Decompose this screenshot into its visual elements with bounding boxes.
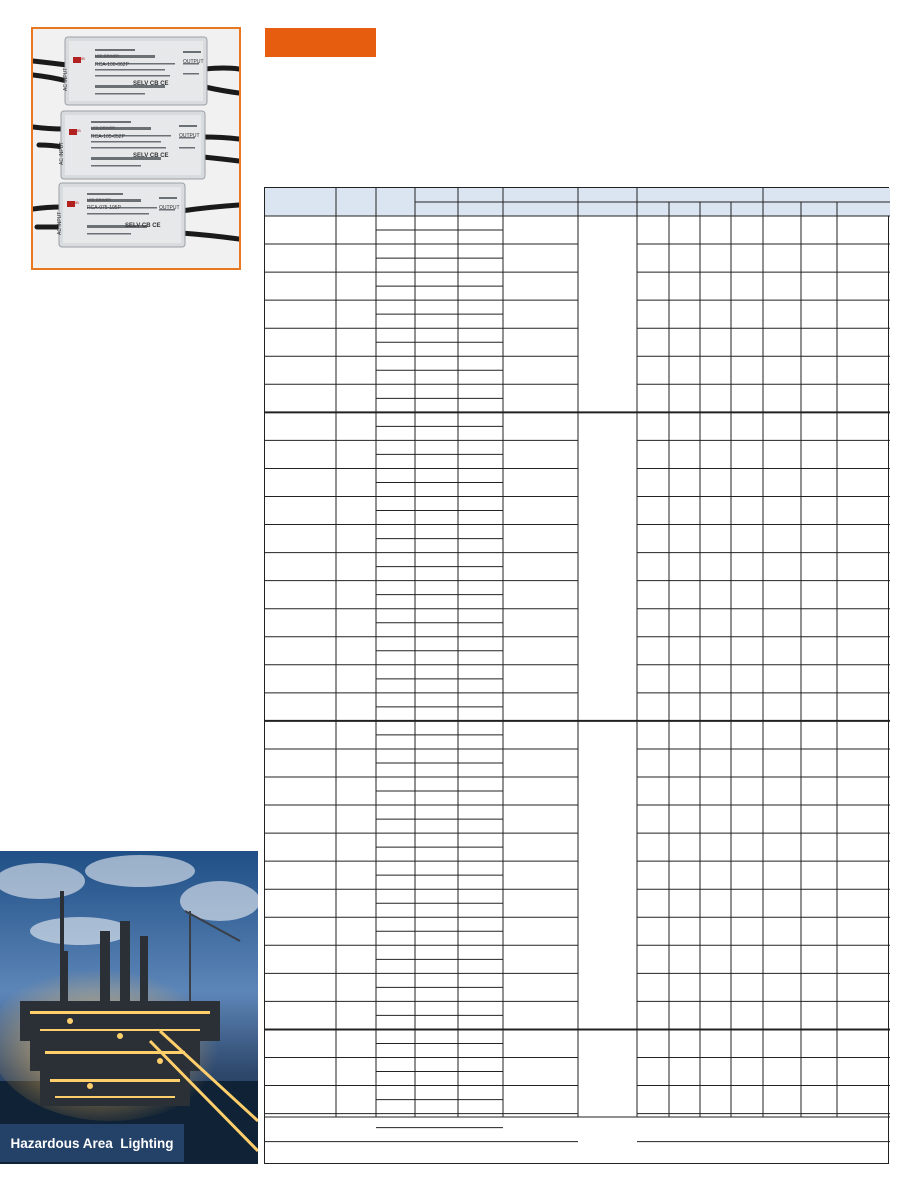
unit-1-title: LED DRIVER <box>95 53 120 58</box>
unit-1-model: RCA-100-062P <box>95 62 129 68</box>
unit-2-input-label: AC INPUT <box>59 141 65 165</box>
unit-1-marks: SELV CB CE <box>133 81 169 87</box>
unit-2-output-label: OUTPUT <box>179 133 200 139</box>
unit-1-output-label: OUTPUT <box>183 59 204 65</box>
hazard-caption: Hazardous Area Lighting <box>0 1124 184 1162</box>
product-photo <box>31 27 241 270</box>
offshore-platform-image <box>0 851 258 1164</box>
spec-table-grid <box>265 188 890 1165</box>
spec-table <box>264 187 889 1164</box>
unit-2-marks: SELV CB CE <box>133 153 169 159</box>
hazard-photo <box>0 851 258 1164</box>
section-header-tab <box>265 28 376 57</box>
unit-2-brand: IB <box>77 128 81 133</box>
unit-2-model: RCA-105-052P <box>91 134 125 140</box>
unit-2-title: LED DRIVER <box>91 125 116 130</box>
unit-1-brand: IB <box>81 56 85 61</box>
unit-3-brand: IB <box>75 200 79 205</box>
driver-unit-2 <box>61 111 205 179</box>
driver-unit-3 <box>59 183 185 247</box>
unit-3-title: LED DRIVER <box>87 197 112 202</box>
unit-1-input-label: AC INPUT <box>63 67 69 91</box>
unit-3-output-label: OUTPUT <box>159 205 180 211</box>
driver-unit-1 <box>65 37 207 105</box>
unit-3-marks: SELV CB CE <box>125 223 161 229</box>
unit-3-input-label: AC INPUT <box>57 211 63 235</box>
unit-3-model: RCA-075-105P <box>87 205 121 211</box>
